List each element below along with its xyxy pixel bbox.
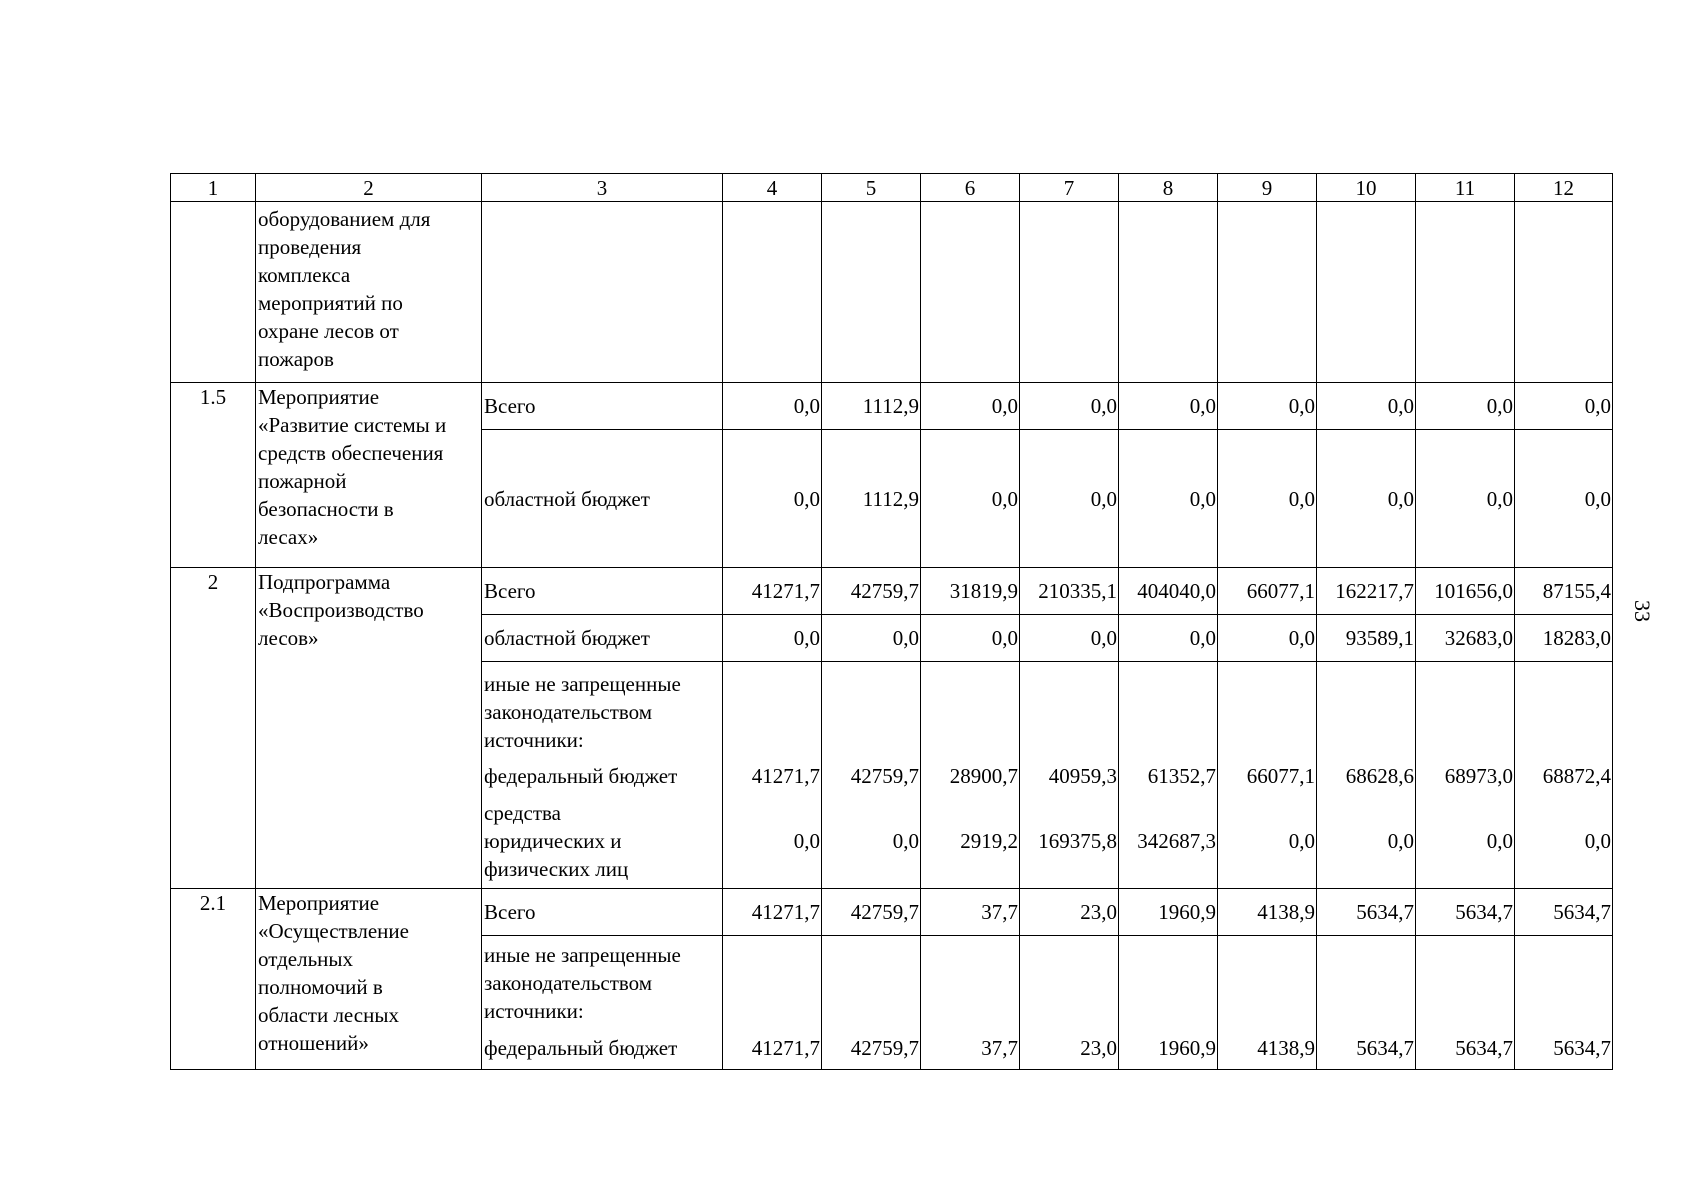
name-line: Мероприятие [258, 385, 380, 409]
value-cell: 66077,1 [1218, 568, 1317, 615]
funding-source [482, 202, 723, 383]
value-cell: 0,0 [723, 615, 822, 662]
value-cell: 0,0 [1218, 795, 1317, 889]
name-line: Мероприятие [258, 891, 380, 915]
value-cell: 0,0 [723, 430, 822, 568]
value-cell: 0,0 [1218, 615, 1317, 662]
source-line: средства [484, 801, 562, 826]
header-cell: 10 [1317, 174, 1416, 202]
page-number: 33 [1630, 600, 1655, 622]
funding-source: Всего [482, 568, 723, 615]
value-cell: 31819,9 [921, 568, 1020, 615]
value-cell: 404040,0 [1119, 568, 1218, 615]
value-cell: 42759,7 [822, 1028, 921, 1070]
value-cell: 1960,9 [1119, 889, 1218, 936]
header-cell: 1 [171, 174, 256, 202]
name-line: пожаров [258, 347, 334, 371]
value-cell: 210335,1 [1020, 568, 1119, 615]
header-cell: 11 [1416, 174, 1515, 202]
name-line: мероприятий по [258, 291, 403, 315]
value-cell: 40959,3 [1020, 757, 1119, 795]
funding-source: федеральный бюджет [482, 757, 723, 795]
value-cell: 0,0 [1020, 430, 1119, 568]
header-cell: 5 [822, 174, 921, 202]
activity-name [256, 568, 482, 889]
value-cell: 1960,9 [1119, 1028, 1218, 1070]
value-cell: 42759,7 [822, 757, 921, 795]
value-cell: 61352,7 [1119, 757, 1218, 795]
value-cell: 0,0 [1020, 383, 1119, 430]
source-line: источники: [484, 999, 584, 1023]
value-cell: 0,0 [1515, 383, 1613, 430]
header-cell: 7 [1020, 174, 1119, 202]
value-cell: 0,0 [1416, 430, 1515, 568]
table-row-continuation [171, 202, 1613, 383]
value-cell: 5634,7 [1416, 1028, 1515, 1070]
name-line: «Развитие системы и [258, 413, 447, 437]
header-cell: 12 [1515, 174, 1613, 202]
name-line: проведения [258, 235, 362, 259]
table-row [171, 889, 1613, 936]
value-cell: 87155,4 [1515, 568, 1613, 615]
value-cell: 5634,7 [1515, 889, 1613, 936]
name-line: пожарной [258, 469, 347, 493]
value-cell: 41271,7 [723, 889, 822, 936]
value-cell: 342687,3 [1119, 795, 1218, 889]
header-cell: 2 [256, 174, 482, 202]
funding-source: областной бюджет [482, 615, 723, 662]
row-number: 2.1 [171, 889, 256, 1070]
value-cell: 37,7 [921, 889, 1020, 936]
funding-source-heading [482, 662, 723, 757]
funding-source [482, 795, 723, 889]
value-cell: 66077,1 [1218, 757, 1317, 795]
name-line: «Воспроизводство [258, 598, 424, 622]
value-cell: 0,0 [1317, 383, 1416, 430]
name-line: лесах» [258, 525, 319, 549]
activity-name [256, 889, 482, 1070]
header-cell: 4 [723, 174, 822, 202]
value-cell: 23,0 [1020, 1028, 1119, 1070]
value-cell: 0,0 [1317, 430, 1416, 568]
name-line: оборудованием для [258, 207, 431, 231]
value-cell: 0,0 [921, 430, 1020, 568]
value-cell: 42759,7 [822, 568, 921, 615]
name-line: полномочий в [258, 975, 383, 999]
value-cell: 18283,0 [1515, 615, 1613, 662]
header-cell: 8 [1119, 174, 1218, 202]
value-cell: 5634,7 [1317, 1028, 1416, 1070]
activity-name [256, 202, 482, 383]
value-cell: 0,0 [1119, 383, 1218, 430]
header-cell: 9 [1218, 174, 1317, 202]
row-number [171, 202, 256, 383]
value-cell: 2919,2 [921, 795, 1020, 889]
source-line: иные не запрещенные [484, 672, 681, 696]
source-line: иные не запрещенные [484, 943, 681, 967]
value-cell: 0,0 [921, 615, 1020, 662]
value-cell: 5634,7 [1515, 1028, 1613, 1070]
value-cell: 162217,7 [1317, 568, 1416, 615]
value-cell: 0,0 [1416, 383, 1515, 430]
value-cell: 28900,7 [921, 757, 1020, 795]
name-line: лесов» [258, 626, 319, 650]
name-line: охране лесов от [258, 319, 399, 343]
value-cell: 0,0 [1317, 795, 1416, 889]
row-number: 1.5 [171, 383, 256, 568]
funding-source: федеральный бюджет [482, 1028, 723, 1070]
value-cell: 4138,9 [1218, 889, 1317, 936]
value-cell: 68872,4 [1515, 757, 1613, 795]
source-line: физических лиц [484, 857, 629, 882]
value-cell: 0,0 [822, 615, 921, 662]
value-cell: 23,0 [1020, 889, 1119, 936]
name-line: «Осуществление [258, 919, 409, 943]
value-cell: 93589,1 [1317, 615, 1416, 662]
source-line: источники: [484, 728, 584, 752]
name-line: комплекса [258, 263, 351, 287]
funding-source-heading [482, 936, 723, 1028]
value-cell: 0,0 [921, 383, 1020, 430]
funding-source: Всего [482, 889, 723, 936]
value-cell: 5634,7 [1317, 889, 1416, 936]
value-cell: 101656,0 [1416, 568, 1515, 615]
header-cell: 6 [921, 174, 1020, 202]
value-cell: 42759,7 [822, 889, 921, 936]
funding-source: Всего [482, 383, 723, 430]
value-cell: 32683,0 [1416, 615, 1515, 662]
name-line: средств обеспечения [258, 441, 444, 465]
value-cell: 1112,9 [822, 383, 921, 430]
value-cell: 169375,8 [1020, 795, 1119, 889]
table-row [171, 568, 1613, 615]
value-cell: 41271,7 [723, 568, 822, 615]
value-cell: 68628,6 [1317, 757, 1416, 795]
value-cell: 1112,9 [822, 430, 921, 568]
value-cell: 0,0 [822, 795, 921, 889]
value-cell: 0,0 [723, 795, 822, 889]
value-cell: 0,0 [1119, 615, 1218, 662]
funding-source: областной бюджет [482, 430, 723, 568]
value-cell: 68973,0 [1416, 757, 1515, 795]
activity-name [256, 383, 482, 568]
name-line: области лесных [258, 1003, 399, 1027]
value-cell: 37,7 [921, 1028, 1020, 1070]
value-cell: 0,0 [1515, 795, 1613, 889]
name-line: безопасности в [258, 497, 394, 521]
value-cell: 41271,7 [723, 757, 822, 795]
name-line: отдельных [258, 947, 354, 971]
value-cell: 0,0 [1218, 430, 1317, 568]
source-line: юридических и [484, 829, 622, 854]
value-cell: 0,0 [1020, 615, 1119, 662]
value-cell: 4138,9 [1218, 1028, 1317, 1070]
value-cell: 5634,7 [1416, 889, 1515, 936]
value-cell: 0,0 [1416, 795, 1515, 889]
value-cell: 0,0 [1515, 430, 1613, 568]
table-row [171, 383, 1613, 430]
row-number: 2 [171, 568, 256, 889]
name-line: отношений» [258, 1031, 369, 1055]
name-line: Подпрограмма [258, 570, 391, 594]
value-cell: 0,0 [1218, 383, 1317, 430]
value-cell: 41271,7 [723, 1028, 822, 1070]
source-line: законодательством [484, 700, 653, 724]
value-cell: 0,0 [723, 383, 822, 430]
header-cell: 3 [482, 174, 723, 202]
header-row [171, 174, 1613, 202]
budget-table [170, 173, 1613, 1070]
source-line: законодательством [484, 971, 653, 995]
value-cell: 0,0 [1119, 430, 1218, 568]
